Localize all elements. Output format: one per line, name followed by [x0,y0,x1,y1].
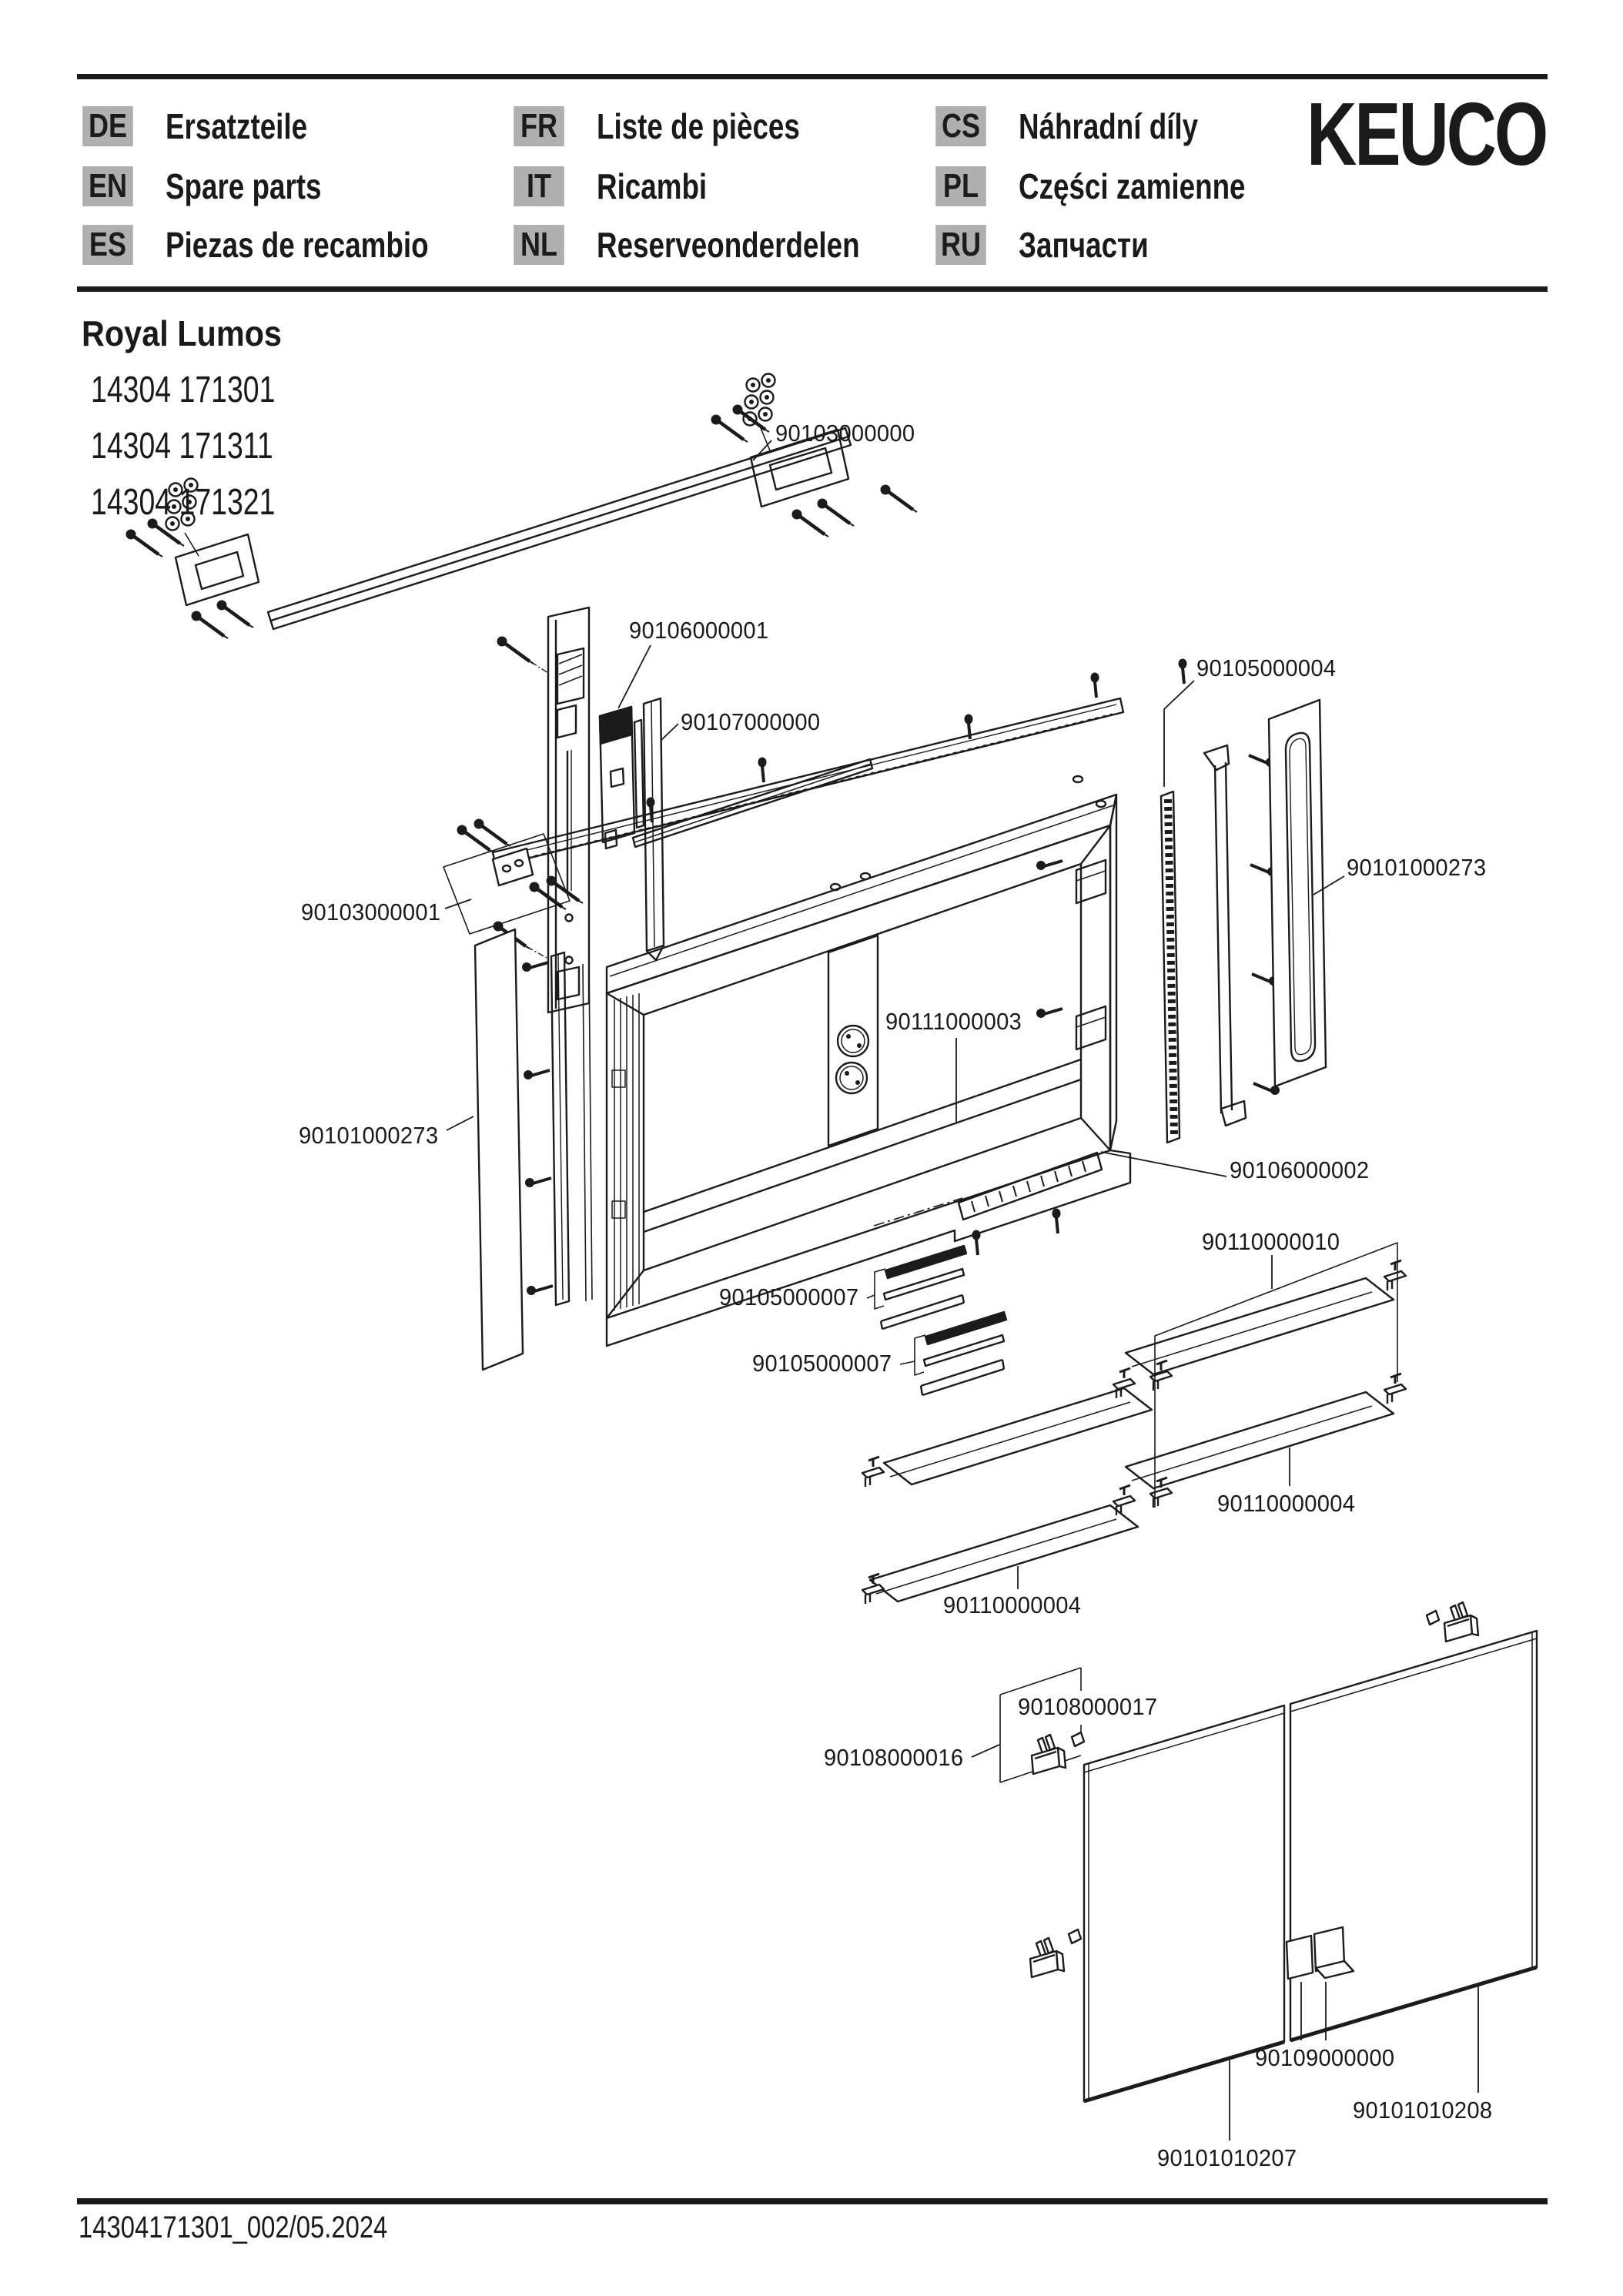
lang-label: Náhradní díly [1019,106,1199,146]
part-label-90106000001: 90106000001 [629,617,769,644]
part-label-90110000004-right: 90110000004 [1217,1490,1356,1517]
part-label-90105000007-b: 90105000007 [752,1350,892,1377]
led-strip [1161,681,1194,1143]
glass-shelves [862,1243,1406,1604]
part-label-90101010208: 90101010208 [1353,2097,1493,2124]
part-label-90106000002: 90106000002 [1230,1156,1370,1183]
lang-label: Ersatzteile [166,106,308,146]
part-label-90101000273-left: 90101000273 [299,1122,439,1149]
lang-label: Reserveonderdelen [597,225,860,265]
power-unit [600,645,651,848]
lang-label: Piezas de recambio [166,225,429,265]
part-label-90103000001: 90103000001 [301,899,441,925]
part-label-90109000000: 90109000000 [1255,2044,1395,2071]
variant-number: 14304 171301 [91,370,276,410]
footer-rule [77,2198,1548,2204]
part-label-90108000016: 90108000016 [824,1744,964,1771]
lang-label: Części zamienne [1019,166,1246,206]
shelf-rail-set-b [900,1312,1006,1395]
document-id: 14304171301_002/05.2024 [79,2211,388,2244]
part-label-90107000000: 90107000000 [681,708,821,735]
lang-code-badge: EN [82,166,133,206]
lang-label: Ricambi [597,166,708,206]
shelf-rail-set-a [867,1246,966,1329]
lang-code-badge: FR [514,106,564,146]
side-panel-right [1269,700,1344,1086]
lang-label: Liste de pièces [597,106,800,146]
lang-code-badge: DE [82,106,133,146]
wall-rail-assembly [126,374,918,639]
side-panel-left [447,929,523,1370]
part-label-90110000004-bottom: 90110000004 [943,1591,1082,1618]
product-name: Royal Lumos [82,313,282,353]
lang-code-badge: IT [514,166,564,206]
part-label-90101000273-right: 90101000273 [1347,854,1487,881]
cabinet-body [607,776,1130,1346]
lang-label: Запчасти [1019,225,1149,265]
side-profile-right [1204,745,1280,1126]
lang-code-badge: RU [935,225,986,265]
part-label-90110000010: 90110000010 [1202,1228,1340,1255]
part-label-90105000007-a: 90105000007 [719,1284,859,1310]
lang-code-badge: CS [935,106,986,146]
lang-code-badge: PL [935,166,986,206]
part-label-90111000003: 90111000003 [885,1008,1022,1035]
lang-code-badge: NL [514,225,564,265]
part-label-90108000017: 90108000017 [1018,1693,1158,1720]
part-label-90103000000: 90103000000 [775,420,915,447]
part-label-90105000004: 90105000004 [1196,654,1337,681]
variant-number: 14304 171321 [91,482,276,523]
keuco-logo: KEUCO [1307,84,1547,184]
lang-label: Spare parts [166,166,322,206]
part-label-90101010207: 90101010207 [1157,2144,1297,2171]
variant-number: 14304 171311 [91,426,273,467]
lang-code-badge: ES [82,225,133,265]
